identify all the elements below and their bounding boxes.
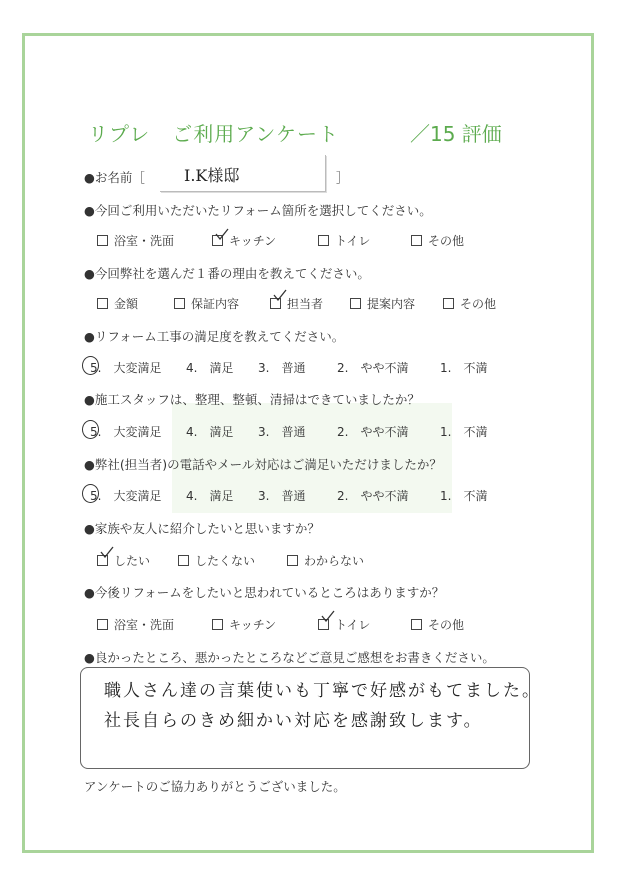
check-mark-icon — [215, 228, 229, 240]
q2-option-5[interactable] — [443, 295, 496, 312]
q7-option-4-label: その他 — [428, 618, 465, 632]
check-mark-icon — [100, 546, 114, 558]
question-8: ●良かったところ、悪かったところなどご意見ご感想をお書きください。 — [84, 650, 495, 665]
q4-rating-3[interactable]: 3. 普通 — [258, 425, 306, 439]
form-title — [88, 118, 339, 147]
q7-option-2[interactable] — [212, 616, 276, 633]
q6-option-2[interactable] — [178, 552, 255, 569]
q1-option-4-label: その他 — [428, 234, 465, 248]
q7-option-3-label: トイレ — [335, 618, 371, 632]
thank-you-footer: アンケートのご協力ありがとうございました。 — [84, 779, 346, 794]
check-mark-icon — [321, 610, 335, 622]
q2-option-1[interactable] — [97, 295, 138, 312]
check-mark-icon — [273, 289, 287, 301]
name-value: I.K様邸 — [184, 166, 240, 185]
q3-rating-3[interactable]: 3. 普通 — [258, 361, 306, 375]
checkbox[interactable] — [212, 619, 223, 630]
question-1: ●今回ご利用いただいたリフォーム箇所を選択してください。 — [84, 203, 432, 218]
q5-rating-1[interactable]: 1. 不満 — [440, 489, 488, 503]
q3-rating-5[interactable]: 5. 大変満足 — [90, 361, 162, 375]
checkbox[interactable] — [97, 235, 108, 246]
checkbox[interactable] — [174, 298, 185, 309]
q2-option-2-label: 保証内容 — [191, 297, 240, 311]
selected-circle-icon — [82, 420, 99, 439]
checkbox[interactable] — [178, 555, 189, 566]
survey-title: ご利用アンケート — [172, 122, 340, 146]
q1-option-3[interactable] — [318, 232, 370, 249]
question-6: ●家族や友人に紹介したいと思いますか？ — [84, 521, 320, 536]
brand-name: リプレ — [88, 122, 151, 146]
q3-rating-1[interactable]: 1. 不満 — [440, 361, 488, 375]
q7-option-4[interactable] — [411, 616, 464, 633]
q2-option-1-label: 金額 — [114, 297, 139, 311]
q5-rating-3[interactable]: 3. 普通 — [258, 489, 306, 503]
q1-option-1-label: 浴室・洗面 — [114, 234, 175, 248]
checkbox[interactable] — [443, 298, 454, 309]
selected-circle-icon — [82, 484, 99, 503]
question-7: ●今後リフォームをしたいと思われているところはありますか？ — [84, 585, 445, 600]
q7-option-2-label: キッチン — [229, 618, 277, 632]
q5-rating-5[interactable]: 5. 大変満足 — [90, 489, 162, 503]
question-3: ●リフォーム工事の満足度を教えてください。 — [84, 329, 345, 344]
q4-rating-4[interactable]: 4. 満足 — [186, 425, 234, 439]
q7-option-1[interactable] — [97, 616, 174, 633]
q6-option-1-label: したい — [114, 554, 151, 568]
question-4: ●施工スタッフは、整理、整頓、清掃はできていましたか？ — [84, 392, 420, 407]
selected-circle-icon — [82, 356, 99, 375]
q6-option-2-label: したくない — [195, 554, 256, 568]
q6-option-3-label: わからない — [304, 554, 365, 568]
q3-rating-2[interactable]: 2. やや不満 — [337, 361, 409, 375]
checkbox[interactable] — [411, 235, 422, 246]
q4-rating-2[interactable]: 2. やや不満 — [337, 425, 409, 439]
checkbox[interactable] — [350, 298, 361, 309]
q2-option-3-label: 担当者 — [287, 297, 324, 311]
checkbox[interactable] — [97, 619, 108, 630]
checkbox[interactable] — [287, 555, 298, 566]
q2-option-5-label: その他 — [460, 297, 497, 311]
q4-rating-5[interactable]: 5. 大変満足 — [90, 425, 162, 439]
q5-rating-4[interactable]: 4. 満足 — [186, 489, 234, 503]
q2-option-4-label: 提案内容 — [367, 297, 416, 311]
q7-option-1-label: 浴室・洗面 — [114, 618, 175, 632]
score-label: ／15 評価 — [410, 122, 502, 146]
checkbox[interactable] — [411, 619, 422, 630]
checkbox[interactable] — [97, 298, 108, 309]
comment-line-2: 社長自らのきめ細かい対応を感謝致します。 — [104, 711, 483, 731]
checkbox[interactable] — [318, 235, 329, 246]
q2-option-2[interactable] — [174, 295, 239, 312]
q3-rating-4[interactable]: 4. 満足 — [186, 361, 234, 375]
comment-line-1: 職人さん達の言葉使いも丁寧で好感がもてました。 — [104, 681, 541, 701]
question-2: ●今回弊社を選んだ１番の理由を教えてください。 — [84, 266, 370, 281]
q4-rating-1[interactable]: 1. 不満 — [440, 425, 488, 439]
q1-option-1[interactable] — [97, 232, 174, 249]
q1-option-4[interactable] — [411, 232, 464, 249]
name-close: ］ — [336, 170, 349, 185]
question-5: ●弊社(担当者)の電話やメール対応はご満足いただけましたか？ — [84, 457, 442, 472]
q2-option-4[interactable] — [350, 295, 415, 312]
name-label: ●お名前［ — [84, 170, 145, 185]
q1-option-3-label: トイレ — [335, 234, 371, 248]
q5-rating-2[interactable]: 2. やや不満 — [337, 489, 409, 503]
q6-option-3[interactable] — [287, 552, 364, 569]
q1-option-2-label: キッチン — [229, 234, 277, 248]
